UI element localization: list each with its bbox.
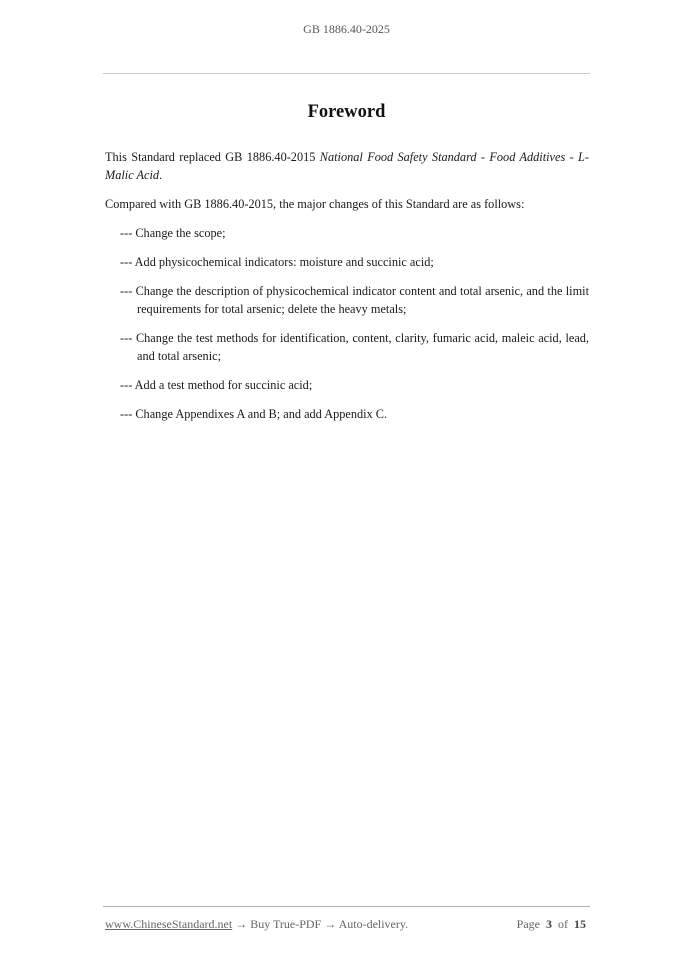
current-page: 3 — [546, 917, 552, 931]
page-label: Page — [516, 917, 540, 931]
page-number — [517, 917, 586, 932]
list-item: --- Change the description of physicochemical indicator content and total arsenic, and the limit requirements for total arsenic; delete the heavy metals; — [120, 284, 589, 316]
list-item: --- Change Appendixes A and B; and add Appendix C. — [120, 407, 388, 421]
intro-text: This Standard replaced GB 1886.40-2015 — [105, 150, 320, 164]
page-footer — [105, 917, 586, 932]
comparison-paragraph: Compared with GB 1886.40-2015, the major changes of this Standard are as follows: — [105, 197, 525, 211]
list-item: --- Add a test method for succinic acid; — [120, 378, 313, 392]
website-link[interactable]: www.ChineseStandard.net — [105, 917, 233, 931]
changes-list — [105, 224, 589, 423]
intro-paragraph — [105, 148, 589, 184]
page-title: Foreword — [307, 102, 386, 122]
list-item: --- Change the test methods for identification, content, clarity, fumaric acid, maleic acid, lead, and total arsenic; — [120, 331, 589, 363]
list-item: --- Add physicochemical indicators: moisture and succinic acid; — [120, 255, 434, 269]
intro-end: . — [159, 168, 163, 182]
footer-promo-text: → Buy True-PDF → Auto-delivery. — [232, 917, 409, 931]
document-body — [105, 148, 589, 434]
total-pages: 15 — [574, 917, 586, 931]
list-item: --- Change the scope; — [120, 226, 226, 240]
running-header: GB 1886.40-2025 — [303, 22, 390, 36]
footer-promo — [105, 917, 408, 932]
replaced-standard-title: National Food Safety Standard - Food Additives - L-Malic Acid — [105, 150, 589, 182]
footer-divider — [103, 906, 590, 907]
header-divider — [103, 73, 590, 74]
of-label: of — [558, 917, 568, 931]
